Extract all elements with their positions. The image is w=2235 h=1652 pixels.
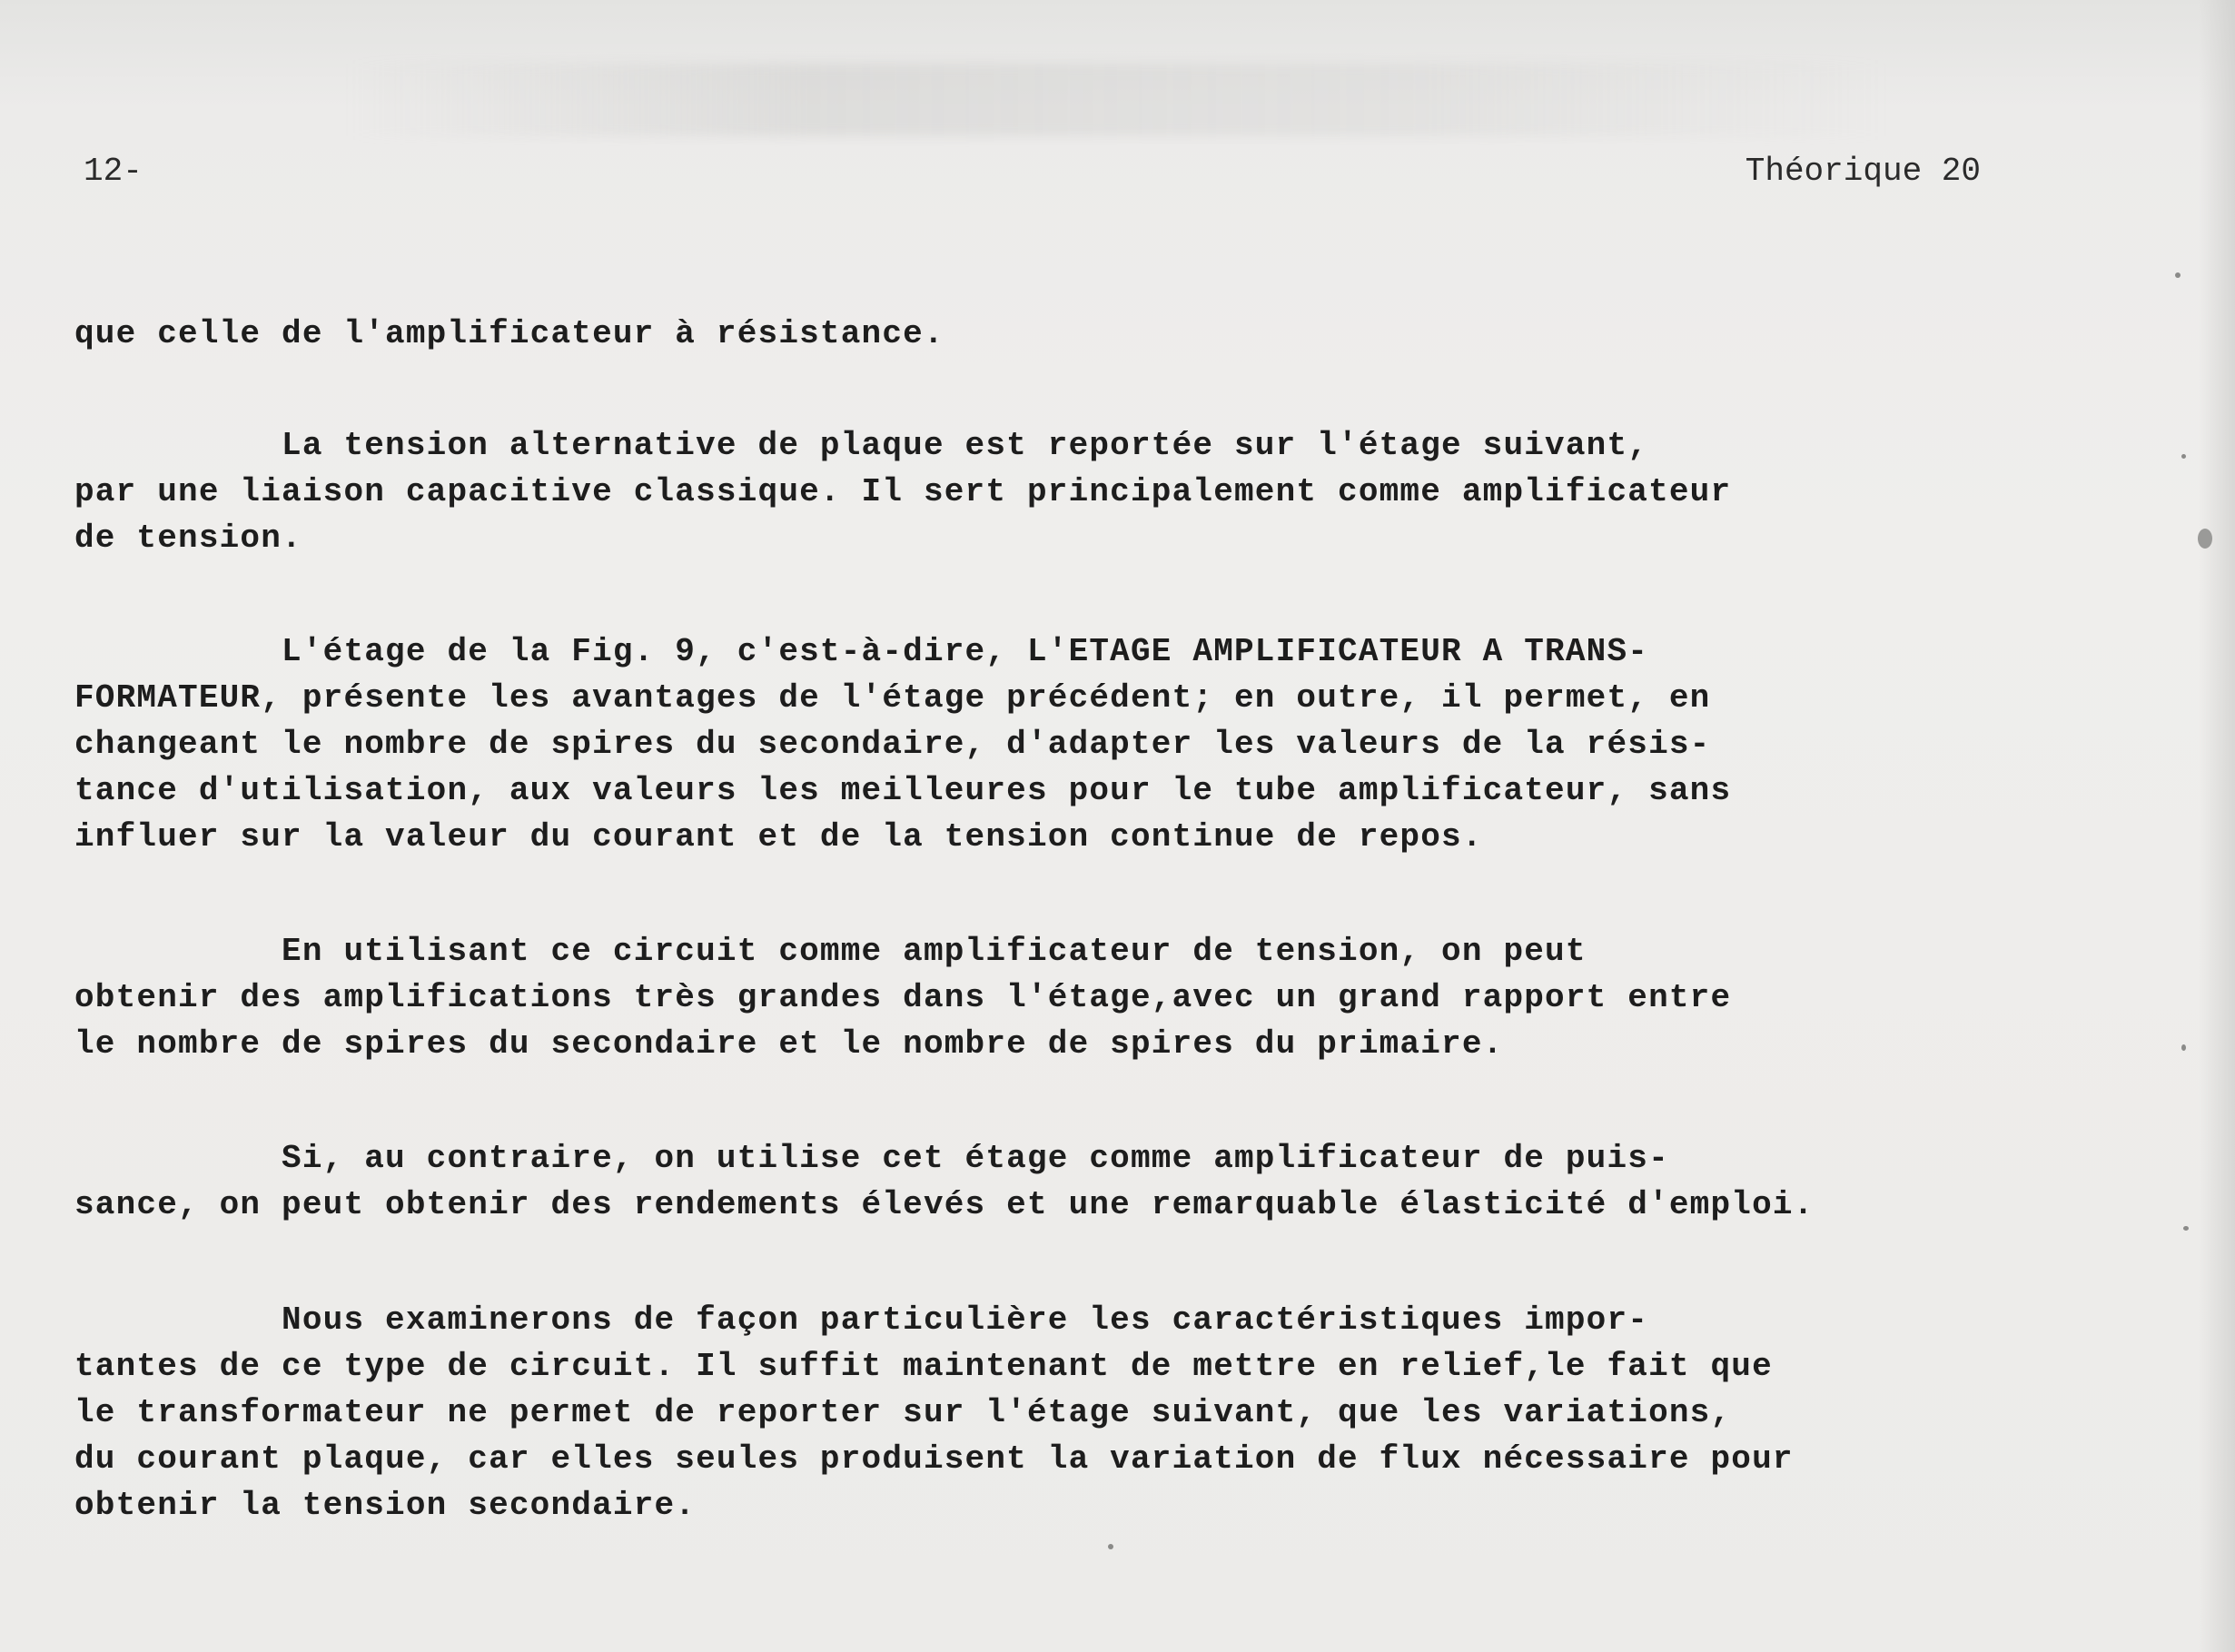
paragraph: [74, 311, 2072, 357]
text-line: La tension alternative de plaque est reportée sur l'étage suivant,: [74, 427, 1649, 464]
scan-speck: [2175, 272, 2181, 278]
scan-speck: [2183, 1226, 2189, 1231]
paragraph: [74, 928, 2072, 1067]
text-line: de tension.: [74, 519, 302, 557]
scan-speck: [2198, 529, 2212, 549]
text-line: le nombre de spires du secondaire et le nombre de spires du primaire.: [74, 1025, 1504, 1063]
section-title: Théorique 20: [1745, 153, 1981, 190]
text-line: Si, au contraire, on utilise cet étage comme amplificateur de puis-: [74, 1140, 1669, 1177]
text-line: tantes de ce type de circuit. Il suffit maintenant de mettre en relief,le fait que: [74, 1348, 1773, 1385]
scan-speck: [1108, 1544, 1113, 1549]
text-line: changeant le nombre de spires du secondaire, d'adapter les valeurs de la résis-: [74, 726, 1711, 763]
text-line: obtenir des amplifications très grandes dans l'étage,avec un grand rapport entre: [74, 979, 1732, 1016]
text-line: influer sur la valeur du courant et de la tension continue de repos.: [74, 818, 1483, 856]
text-line: tance d'utilisation, aux valeurs les meilleures pour le tube amplificateur, sans: [74, 772, 1732, 809]
text-line: L'étage de la Fig. 9, c'est-à-dire, L'ETAGE AMPLIFICATEUR A TRANS-: [74, 633, 1649, 670]
page-edge-shadow: [2199, 0, 2235, 1652]
text-line: que celle de l'amplificateur à résistance.: [74, 315, 944, 352]
text-line: sance, on peut obtenir des rendements élevés et une remarquable élasticité d'emploi.: [74, 1186, 1815, 1223]
text-line: le transformateur ne permet de reporter sur l'étage suivant, que les variations,: [74, 1394, 1732, 1431]
text-line: du courant plaque, car elles seules produisent la variation de flux nécessaire pour: [74, 1440, 1794, 1478]
text-line: FORMATEUR, présente les avantages de l'étage précédent; en outre, il permet, en: [74, 679, 1711, 717]
scan-speck: [2181, 454, 2186, 459]
text-line: En utilisant ce circuit comme amplificateur de tension, on peut: [74, 933, 1587, 970]
scan-speck: [2181, 1044, 2186, 1051]
show-through-band: [345, 64, 1889, 136]
page-number: 12-: [84, 153, 143, 190]
text-line: par une liaison capacitive classique. Il sert principalement comme amplificateur: [74, 473, 1732, 510]
text-line: obtenir la tension secondaire.: [74, 1487, 697, 1524]
paragraph: [74, 1297, 2072, 1528]
text-line: Nous examinerons de façon particulière les caractéristiques impor-: [74, 1301, 1649, 1339]
paragraph: [74, 422, 2072, 561]
paragraph: [74, 1135, 2072, 1228]
paragraph: [74, 628, 2072, 860]
